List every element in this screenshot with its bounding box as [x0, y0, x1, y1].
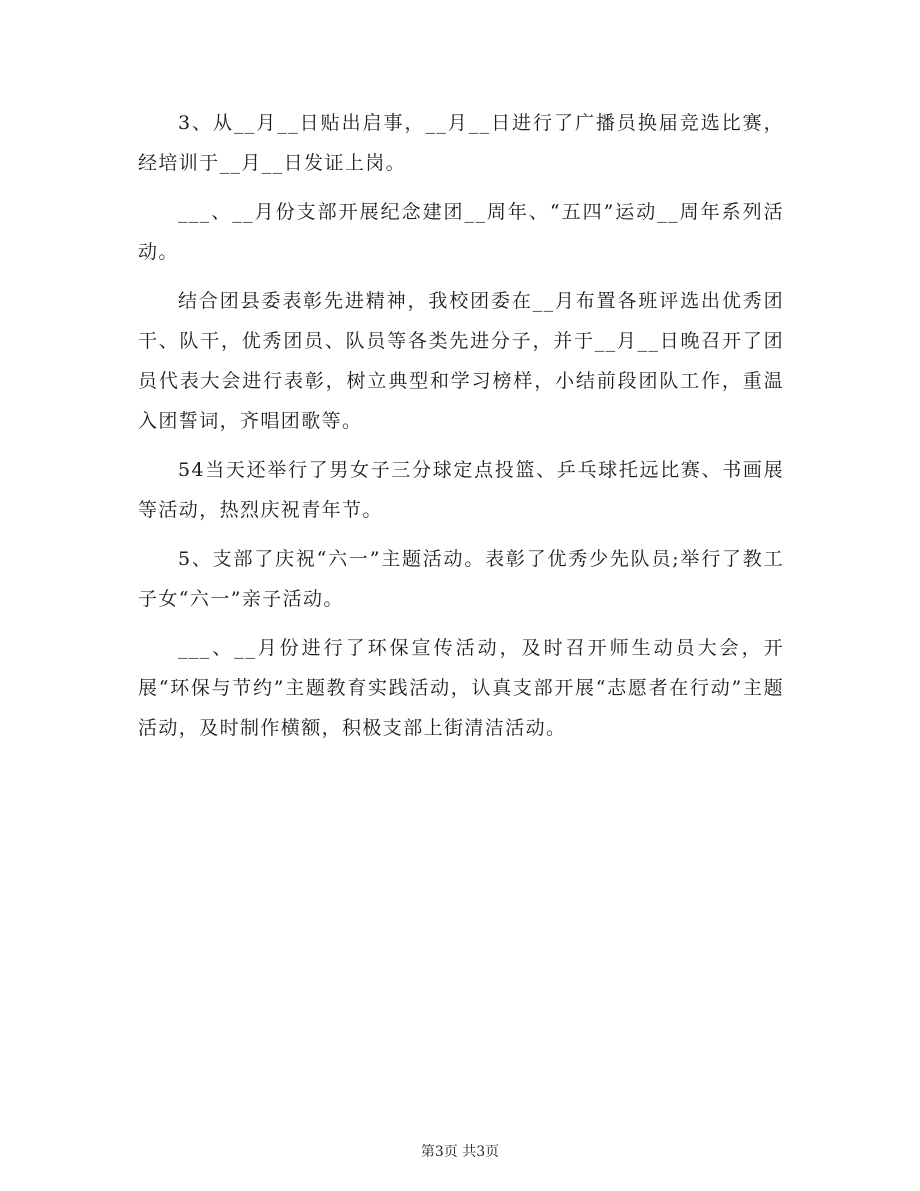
- page-number-footer: 第3页 共3页: [420, 1144, 500, 1160]
- paragraph-environment: ___、__月份进行了环保宣传活动，及时召开师生动员大会，开展“环保与节约”主题教育实践活动，认真支部开展“志愿者在行动”主题活动，及时制作横额，积极支部上街清洁活动。: [138, 637, 784, 739]
- paragraph-commendation: 结合团县委表彰先进精神，我校团委在__月布置各班评选出优秀团干、队干，优秀团员、队员等各类先进分子，并于__月__日晚召开了团员代表大会进行表彰，树立典型和学习榜样，小结前段团队工作，重温入团誓词，齐唱团歌等。: [138, 290, 784, 432]
- paragraph-recruitment: 3、从__月__日贴出启事，__月__日进行了广播员换届竞选比赛，经培训于__月__日发证上岗。: [138, 112, 784, 174]
- paragraph-youth-day: 54当天还举行了男女子三分球定点投篮、乒乓球托远比赛、书画展等活动，热烈庆祝青年节。: [138, 459, 784, 521]
- paragraph-childrens-day: 5、支部了庆祝“六一”主题活动。表彰了优秀少先队员;举行了教工子女“六一”亲子活动。: [138, 548, 784, 610]
- document-body: [138, 103, 784, 757]
- paragraph-anniversary: ___、__月份支部开展纪念建团__周年、“五四”运动__周年系列活动。: [138, 201, 784, 263]
